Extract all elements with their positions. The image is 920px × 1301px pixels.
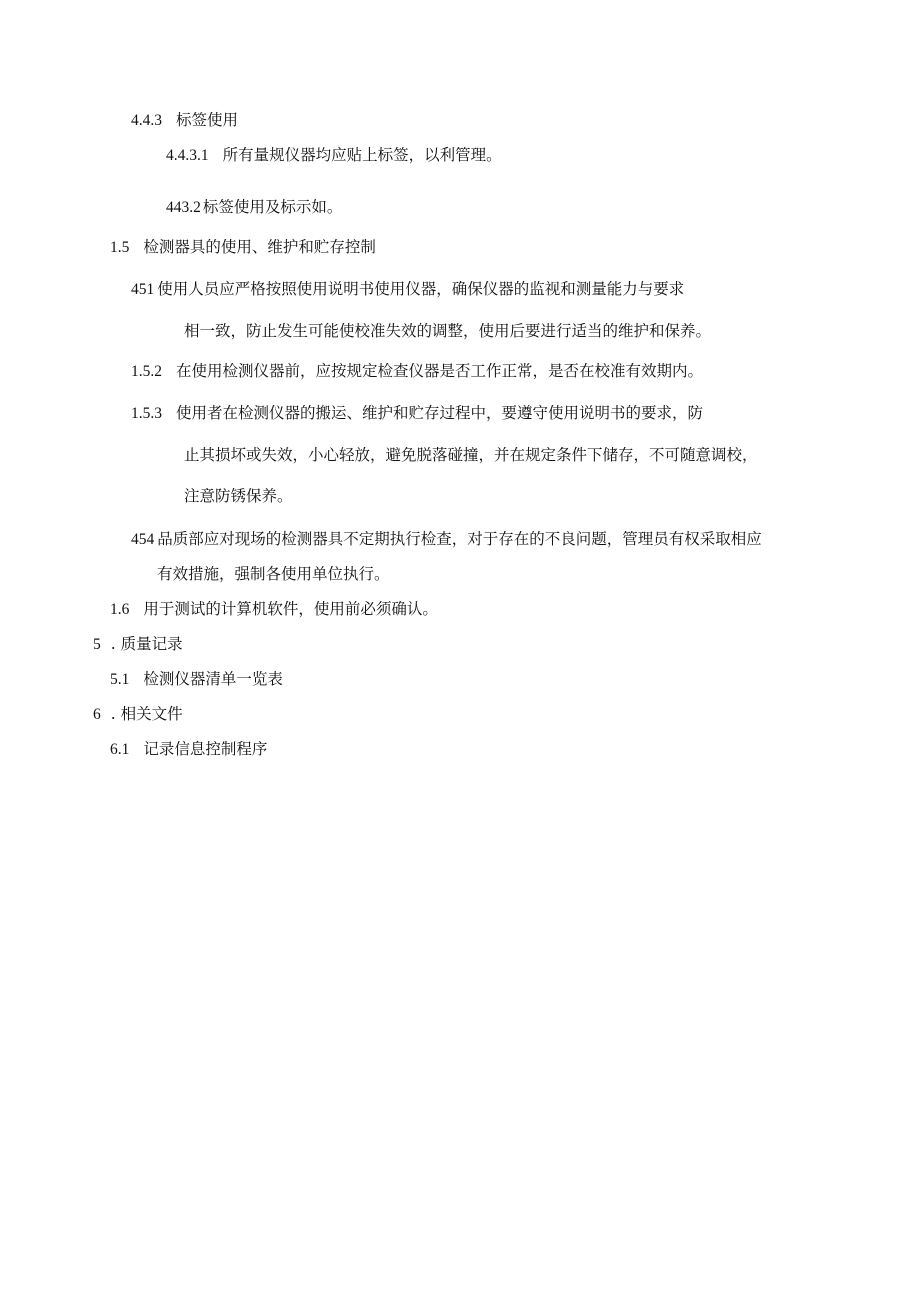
section-number: 1.5	[110, 239, 130, 256]
paragraph-1-5-3	[131, 403, 703, 424]
paragraph-text: 用于测试的计算机软件，使用前必须确认。	[143, 600, 438, 618]
heading-4-4-3	[131, 110, 238, 131]
paragraph-text: 相一致，防止发生可能使校准失效的调整，使用后要进行适当的维护和保养。	[184, 322, 712, 340]
section-number: 451	[131, 281, 155, 298]
section-number: 6.1	[110, 741, 130, 758]
heading-6	[93, 704, 183, 725]
paragraph-continuation	[184, 445, 758, 465]
heading-5-1	[110, 669, 283, 690]
paragraph-4-4-3-2	[166, 197, 342, 218]
section-number: 1.6	[110, 601, 130, 618]
heading-5	[93, 634, 183, 655]
paragraph-1-6	[110, 599, 438, 620]
section-title: 检测仪器清单一览表	[143, 670, 283, 688]
section-number: 1.5.2	[131, 363, 162, 380]
section-title: . 质量记录	[110, 635, 183, 653]
paragraph-4-5-4	[131, 529, 762, 550]
paragraph-4-4-3-1	[166, 145, 502, 166]
section-title: 检测器具的使用、维护和贮存控制	[143, 238, 376, 256]
paragraph-text: 注意防锈保养。	[184, 487, 293, 505]
heading-1-5	[110, 237, 376, 258]
paragraph-continuation	[157, 564, 390, 584]
paragraph-continuation	[184, 321, 711, 341]
paragraph-text: 在使用检测仪器前，应按规定检查仪器是否工作正常，是否在校准有效期内。	[176, 362, 704, 380]
paragraph-4-5-1	[131, 279, 684, 300]
section-number: 443.2	[166, 199, 201, 216]
paragraph-continuation	[184, 486, 293, 506]
section-number: 454	[131, 531, 155, 548]
paragraph-text: 止其损坏或失效，小心轻放，避免脱落碰撞，并在规定条件下储存，不可随意调校，	[184, 446, 758, 464]
section-title: 记录信息控制程序	[143, 740, 268, 758]
section-number: 4.4.3	[131, 112, 162, 129]
paragraph-text: 有效措施，强制各使用单位执行。	[157, 565, 390, 583]
paragraph-text: 品质部应对现场的检测器具不定期执行检查，对于存在的不良问题，管理员有权采取相应	[157, 530, 762, 548]
section-number: 5	[93, 636, 101, 653]
section-title: . 相关文件	[110, 705, 183, 723]
paragraph-text: 所有量规仪器均应贴上标签，以利管理。	[222, 146, 502, 164]
paragraph-text: 使用者在检测仪器的搬运、维护和贮存过程中，要遵守使用说明书的要求，防	[176, 404, 704, 422]
section-title: 标签使用	[176, 111, 239, 129]
section-number: 6	[93, 706, 101, 723]
section-number: 5.1	[110, 671, 130, 688]
section-number: 1.5.3	[131, 405, 162, 422]
paragraph-text: 使用人员应严格按照使用说明书使用仪器，确保仪器的监视和测量能力与要求	[157, 280, 685, 298]
paragraph-1-5-2	[131, 361, 703, 382]
section-number: 4.4.3.1	[166, 147, 209, 164]
heading-6-1	[110, 739, 267, 760]
paragraph-text: 标签使用及标示如。	[202, 198, 343, 216]
